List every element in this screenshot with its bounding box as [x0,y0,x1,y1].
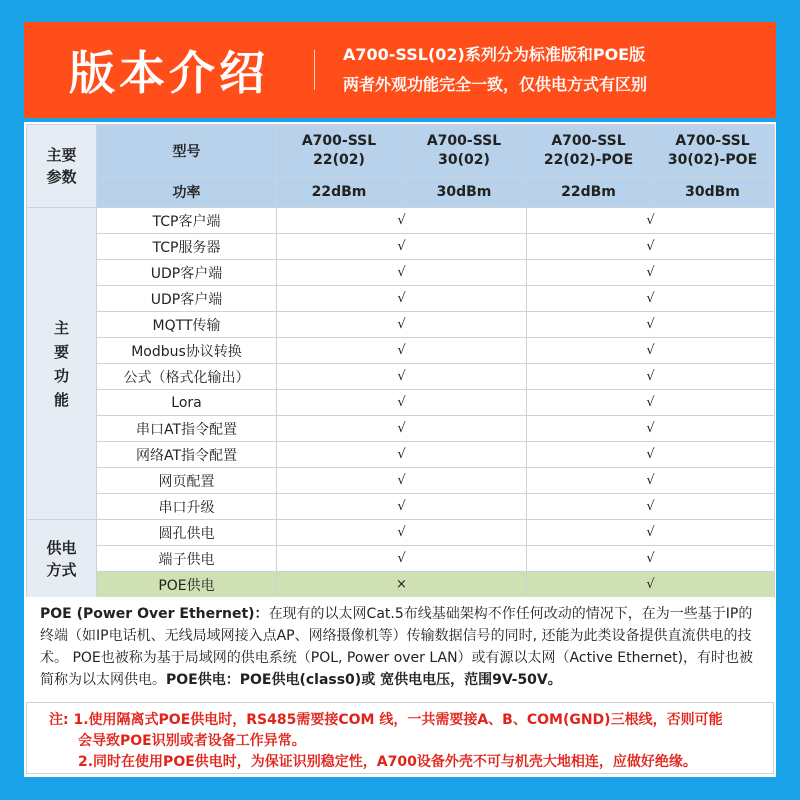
poe-support: √ [527,390,775,416]
power-label: 功率 [97,177,277,208]
standard-support: √ [277,546,527,572]
poe-support: √ [527,520,775,546]
poe-description [26,597,774,697]
supply-name: 端子供电 [97,546,277,572]
feature-name: UDP客户端 [97,286,277,312]
table-row [27,177,775,208]
note-line: 会导致POE识别或者设备工作异常。 [78,733,306,749]
standard-support: √ [277,468,527,494]
standard-support: √ [277,442,527,468]
power-supply-header: 供电 方式 [27,520,97,598]
poe-support: √ [527,546,775,572]
subtitle-series: A700-SSL(02)系列分为标准版和POE版 [343,45,646,64]
poe-support: √ [527,416,775,442]
standard-support: √ [277,260,527,286]
feature-name: 网页配置 [97,468,277,494]
table-row [27,364,775,390]
standard-support: √ [277,312,527,338]
poe-support: √ [527,260,775,286]
table-row [27,468,775,494]
table-row [27,286,775,312]
table-row [27,390,775,416]
standard-support: √ [277,494,527,520]
model-cell: A700-SSL 30(02) [402,125,527,177]
table-row [27,572,775,598]
table-row [27,520,775,546]
standard-support: √ [277,234,527,260]
standard-support: √ [277,390,527,416]
poe-support: √ [527,312,775,338]
standard-support: √ [277,364,527,390]
standard-support: √ [277,416,527,442]
poe-term: POE (Power Over Ethernet)： [40,606,269,622]
supply-name: POE供电 [97,572,277,598]
feature-name: Modbus协议转换 [97,338,277,364]
feature-name: 网络AT指令配置 [97,442,277,468]
poe-body: 在现有的以太网Cat.5布线基础架构不作任何改动的情况下，在为一些基于IP的终端（如IP电话机、无线局域网接入点AP、网络摄像机等）传输数据信号的同时, 还能为此类设备提供直流供电的技术。 POE也被称为基于局域网的供电系统（POL, Power over LAN）或有源以太网（Active Ethernet)，有时也被简称为以太网供电。 [40,606,754,688]
subtitle-difference: 两者外观功能完全一致，仅供电方式有区别 [343,75,648,94]
table-row [27,338,775,364]
poe-support: √ [527,286,775,312]
header-subtitles [343,40,647,100]
table-row [27,208,775,234]
table-row [27,125,775,177]
standard-support: √ [277,208,527,234]
model-cell: A700-SSL 30(02)-POE [651,125,775,177]
poe-support: √ [527,468,775,494]
poe-support: √ [527,234,775,260]
model-cell: A700-SSL 22(02)-POE [527,125,651,177]
header-banner [24,22,776,118]
content-panel [24,122,776,777]
feature-name: 串口AT指令配置 [97,416,277,442]
page-title: 版本介绍 [69,46,269,100]
main-params-header: 主要 参数 [27,125,97,208]
poe-emphasis: POE供电：POE供电(class0)或 宽供电电压，范围9V-50V。 [166,672,562,688]
poe-support: √ [527,338,775,364]
poe-support: √ [527,494,775,520]
poe-support: √ [527,572,775,598]
power-cell: 30dBm [651,177,775,208]
power-cell: 22dBm [277,177,402,208]
table-row [27,260,775,286]
feature-name: UDP客户端 [97,260,277,286]
note-line: 注: 1.使用隔离式POE供电时，RS485需要接COM 线，一共需要接A、B、COM(GND)三根线，否则可能 [49,712,723,728]
poe-support: √ [527,442,775,468]
main-func-header: 主 要 功 能 [27,208,97,520]
table-row [27,312,775,338]
table-row [27,234,775,260]
supply-name: 圆孔供电 [97,520,277,546]
poe-support: √ [527,208,775,234]
feature-name: MQTT传输 [97,312,277,338]
standard-support: √ [277,286,527,312]
feature-name: TCP客户端 [97,208,277,234]
table-row [27,546,775,572]
feature-name: Lora [97,390,277,416]
standard-support: √ [277,520,527,546]
warning-note [26,702,774,774]
standard-support: √ [277,338,527,364]
poe-support: √ [527,364,775,390]
standard-support: × [277,572,527,598]
table-row [27,442,775,468]
feature-name: 串口升级 [97,494,277,520]
table-row [27,416,775,442]
header-divider [314,50,315,90]
feature-name: 公式（格式化输出） [97,364,277,390]
feature-name: TCP服务器 [97,234,277,260]
power-cell: 22dBm [527,177,651,208]
note-line: 2.同时在使用POE供电时，为保证识别稳定性，A700设备外壳不可与机壳大地相连，应做好绝缘。 [78,754,697,770]
table-row [27,494,775,520]
power-cell: 30dBm [402,177,527,208]
spec-table [26,124,775,598]
model-label: 型号 [97,125,277,177]
model-cell: A700-SSL 22(02) [277,125,402,177]
